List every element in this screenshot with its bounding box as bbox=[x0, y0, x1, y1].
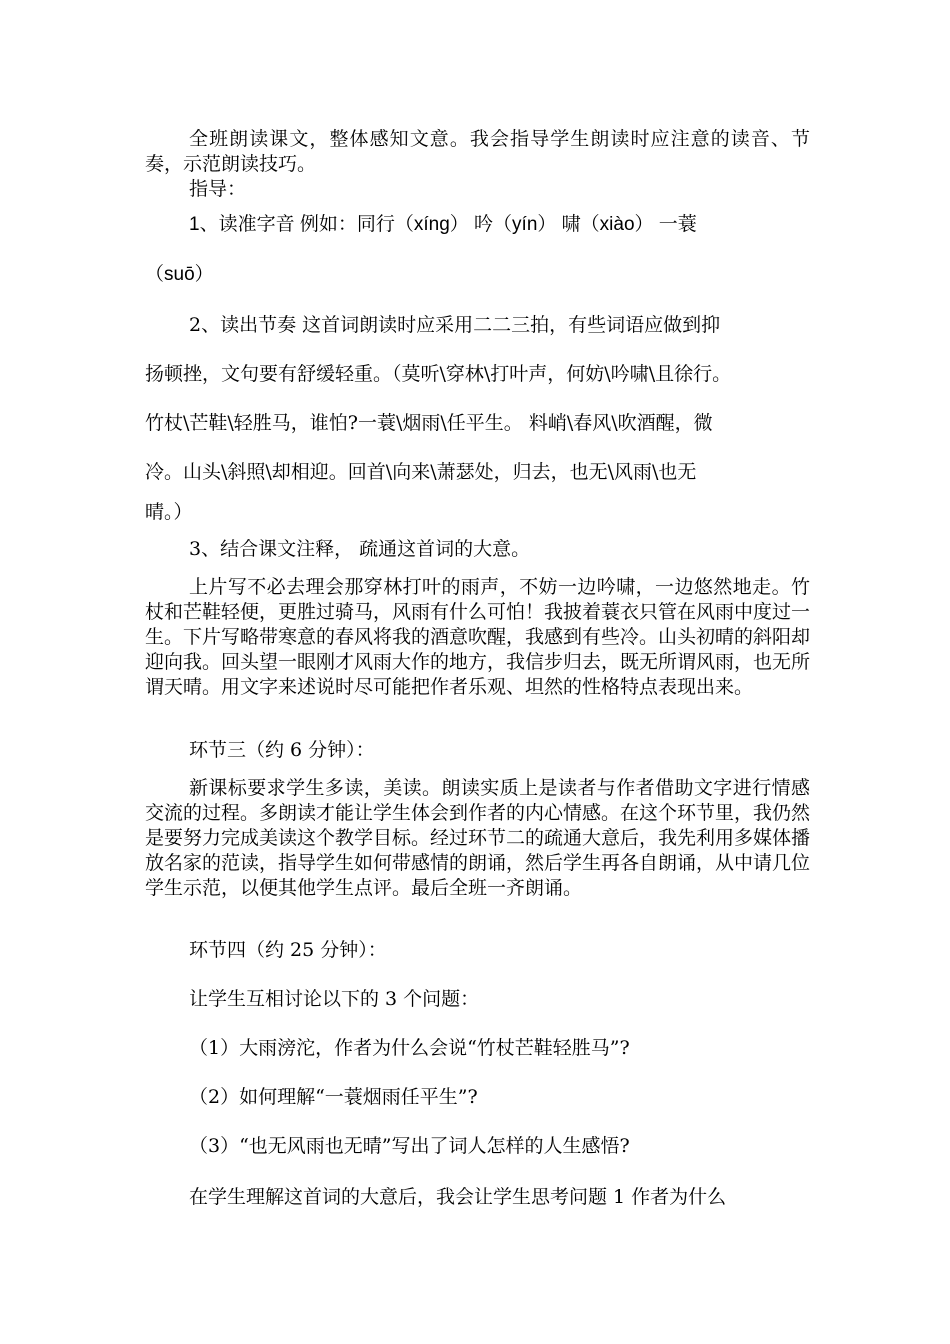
paragraph-meaning: 上片写不必去理会那穿林打叶的雨声，不妨一边吟啸，一边悠然地走。竹杖和芒鞋轻便，更胜过骑马，风雨有什么可怕！我披着蓑衣只管在风雨中度过一生。下片写略带寒意的春风将我的酒意吹醒，我感到有些冷。山头初晴的斜阳却迎向我。回头望一眼刚才风雨大作的地方，我信步归去，既无所谓风雨，也无所谓天晴。用文字来述说时尽可能把作者乐观、坦然的性格特点表现出来。 bbox=[145, 576, 811, 698]
paragraph-overview: 全班朗读课文，整体感知文意。我会指导学生朗读时应注意的读音、节奏，示范朗读技巧。 bbox=[145, 128, 810, 175]
guidance-item-1-line-1: 1、读准字音 例如：同行（xíng） 吟（yín） 啸（xiào） 一蓑 bbox=[189, 214, 697, 235]
question-1: （1）大雨滂沱，作者为什么会说“竹杖芒鞋轻胜马”? bbox=[189, 1037, 630, 1059]
question-3: （3）“也无风雨也无晴”写出了词人怎样的人生感悟? bbox=[189, 1135, 630, 1157]
paragraph-closing: 在学生理解这首词的大意后，我会让学生思考问题 1 作者为什么 bbox=[189, 1186, 727, 1208]
section-heading-4: 环节四（约 25 分钟）： bbox=[189, 939, 387, 961]
guidance-item-2-line-5: 晴。） bbox=[145, 501, 193, 523]
paragraph-guidance-heading: 指导： bbox=[189, 178, 247, 200]
guidance-item-2-line-2: 扬顿挫，文句要有舒缓轻重。（莫听\穿林\打叶声，何妨\吟啸\且徐行。 bbox=[145, 363, 732, 385]
guidance-item-3: 3、结合课文注释， 疏通这首词的大意。 bbox=[189, 538, 531, 560]
guidance-item-2-line-3: 竹杖\芒鞋\轻胜马，谁怕?一蓑\烟雨\任平生。 料峭\春风\吹酒醒，微 bbox=[145, 412, 713, 434]
question-2: （2）如何理解“一蓑烟雨任平生”? bbox=[189, 1086, 478, 1108]
paragraph-discussion-intro: 让学生互相讨论以下的 3 个问题： bbox=[189, 988, 480, 1010]
guidance-item-2-line-4: 冷。山头\斜照\却相迎。回首\向来\萧瑟处，归去，也无\风雨\也无 bbox=[145, 461, 697, 483]
guidance-item-2-line-1: 2、读出节奏 这首词朗读时应采用二二三拍，有些词语应做到抑 bbox=[189, 314, 721, 336]
guidance-item-1-line-2: （suō） bbox=[145, 264, 214, 285]
paragraph-section-3: 新课标要求学生多读，美读。朗读实质上是读者与作者借助文字进行情感交流的过程。多朗读才能让学生体会到作者的内心情感。在这个环节里，我仍然是要努力完成美读这个教学目标。经过环节二的疏通大意后，我先利用多媒体播放名家的范读，指导学生如何带感情的朗诵，然后学生再各自朗诵，从中请几位学生示范，以便其他学生点评。最后全班一齐朗诵。 bbox=[145, 777, 811, 899]
section-heading-3: 环节三（约 6 分钟）： bbox=[189, 739, 375, 761]
